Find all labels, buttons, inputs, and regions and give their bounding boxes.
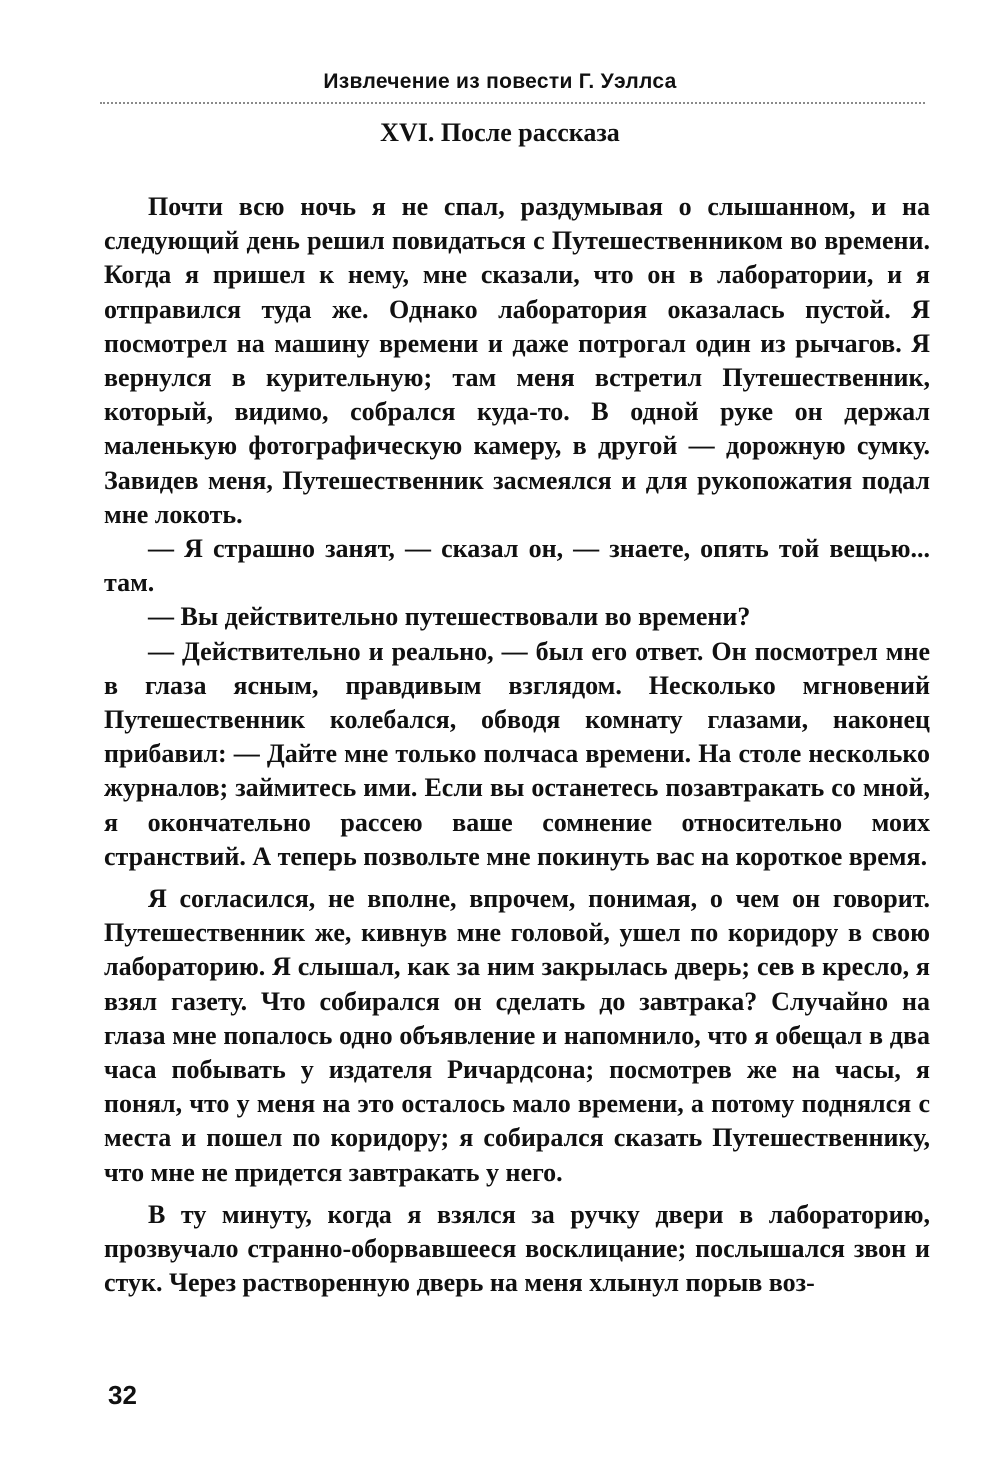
header-divider <box>100 102 925 104</box>
body-text <box>104 190 930 1301</box>
paragraph: — Действительно и реально, — был его ответ. Он посмотрел мне в глаза ясным, правдивым взглядом. Несколько мгновений Путешественник колебался, обводя комнату глазами, наконец прибавил: — Дайте мне только полчаса времени. На столе несколько журналов; займитесь ими. Если вы останетесь позавтракать со мной, я окончательно рассею ваше сомнение относительно моих странствий. А теперь позвольте мне покинуть вас на короткое время. <box>104 636 930 871</box>
paragraph: — Я страшно занят, — сказал он, — знаете, опять той вещью... там. <box>104 534 930 598</box>
page-number: 32 <box>108 1380 137 1410</box>
paragraph: Я согласился, не вполне, впрочем, понимая, о чем он говорит. Путешественник же, кивнув мне головой, ушел по коридору в свою лабораторию. Я слышал, как за ним закрылась дверь; сев в кресло, я взял газету. Что собирался он сделать до завтрака? Случайно на глаза мне попалось одно объявление и напомнило, что я обещал в два часа побывать у издателя Ричардсона; посмотрев же на часы, я понял, что у меня на это осталось мало времени, а потому поднялся с места и пошел по коридору; я собирался сказать Путешественнику, что мне не придется завтракать у него. <box>104 884 930 1187</box>
paragraph: Почти всю ночь я не спал, раздумывая о слышанном, и на следующий день решил повидаться с Путешественником во времени. Когда я пришел к нему, мне сказали, что он в лаборатории, и я отправился туда же. Однако лаборатория оказалась пустой. Я посмотрел на машину времени и даже потрогал один из рычагов. Я вернулся в курительную; там меня встретил Путешественник, который, видимо, собрался куда-то. В одной руке он держал маленькую фотографическую камеру, в другой — дорожную сумку. Завидев меня, Путешественник засмеялся и для рукопожатия подал мне локоть. <box>104 192 930 529</box>
chapter-title: XVI. После рассказа <box>380 118 620 147</box>
paragraph: — Вы действительно путешествовали во времени? <box>148 602 751 632</box>
paragraph: В ту минуту, когда я взялся за ручку двери в лабораторию, прозвучало странно-оборвавшееся восклицание; послышался звон и стук. Через растворенную дверь на меня хлынул порыв воз- <box>104 1199 930 1298</box>
running-header: Извлечение из повести Г. Уэллса <box>323 70 677 93</box>
